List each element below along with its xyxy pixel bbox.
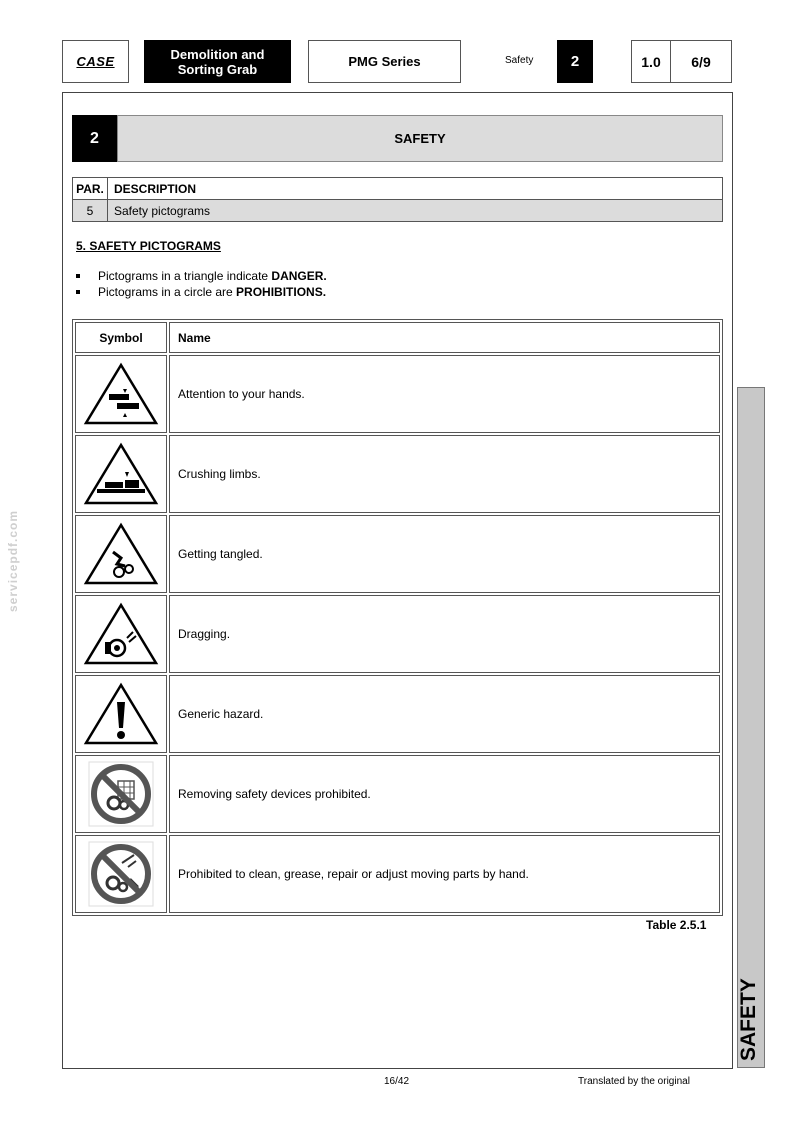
subsection-heading: 5. SAFETY PICTOGRAMS [76,239,221,253]
revision-number: 1.0 [631,40,671,83]
table-row [75,595,720,673]
table-row [75,755,720,833]
manual-title-line2: Sorting Grab [177,61,258,77]
table-row [75,835,720,913]
table-row [75,515,720,593]
product-series: PMG Series [308,40,461,83]
manual-title-line1: Demolition and [170,46,265,62]
table-row [73,200,723,222]
table-row [75,355,720,433]
paragraph-table-header [73,178,723,200]
list-item [76,268,327,284]
section-number: 2 [72,115,117,162]
section-title: SAFETY [117,115,723,162]
symbol-cell [75,435,167,513]
pictogram-name: Getting tangled. [169,515,720,593]
symbol-cell [75,355,167,433]
manual-title [144,40,291,83]
par-column-header: PAR. [73,178,108,200]
dragging-warning-icon [83,602,159,666]
table-row [75,675,720,753]
side-tab-label: SAFETY [737,978,760,1061]
no-removing-guards-icon [88,761,154,827]
paragraph-table [72,177,723,222]
table-row [75,435,720,513]
crushing-limbs-warning-icon [83,442,159,506]
bullet-emphasis: PROHIBITIONS. [236,285,327,299]
symbol-cell [75,835,167,913]
hands-crush-warning-icon [83,362,159,426]
description-column-header: DESCRIPTION [108,178,723,200]
symbol-cell [75,755,167,833]
pictogram-name: Attention to your hands. [169,355,720,433]
table-caption: Table 2.5.1 [646,918,707,932]
case-logo [62,40,129,83]
description-cell: Safety pictograms [108,200,723,222]
logo-text: CASE [76,54,115,69]
symbol-column-header: Symbol [75,322,167,353]
section-side-tab [737,387,765,1068]
list-item [76,284,327,300]
watermark: servicepdf.com [6,509,20,612]
pictogram-name: Prohibited to clean, grease, repair or adjust moving parts by hand. [169,835,720,913]
bullet-emphasis: DANGER. [271,269,327,283]
bullet-list [76,268,327,300]
pictogram-name: Dragging. [169,595,720,673]
translation-note: Translated by the original [578,1076,690,1087]
name-column-header: Name [169,322,720,353]
generic-hazard-warning-icon [83,682,159,746]
pictogram-name: Removing safety devices prohibited. [169,755,720,833]
pictogram-name: Generic hazard. [169,675,720,753]
no-maintenance-moving-parts-icon [88,841,154,907]
header-section-number: 2 [557,40,593,83]
header-section-label: Safety [505,55,534,66]
section-page-count: 6/9 [670,40,732,83]
pictograms-table-header [75,322,720,353]
entanglement-warning-icon [83,522,159,586]
symbol-cell [75,595,167,673]
par-cell: 5 [73,200,108,222]
symbol-cell [75,515,167,593]
pictograms-table [72,319,723,916]
bullet-text: Pictograms in a triangle indicate [98,269,272,283]
symbol-cell [75,675,167,753]
page-number: 16/42 [384,1076,410,1087]
pictogram-name: Crushing limbs. [169,435,720,513]
bullet-text: Pictograms in a circle are [98,285,237,299]
